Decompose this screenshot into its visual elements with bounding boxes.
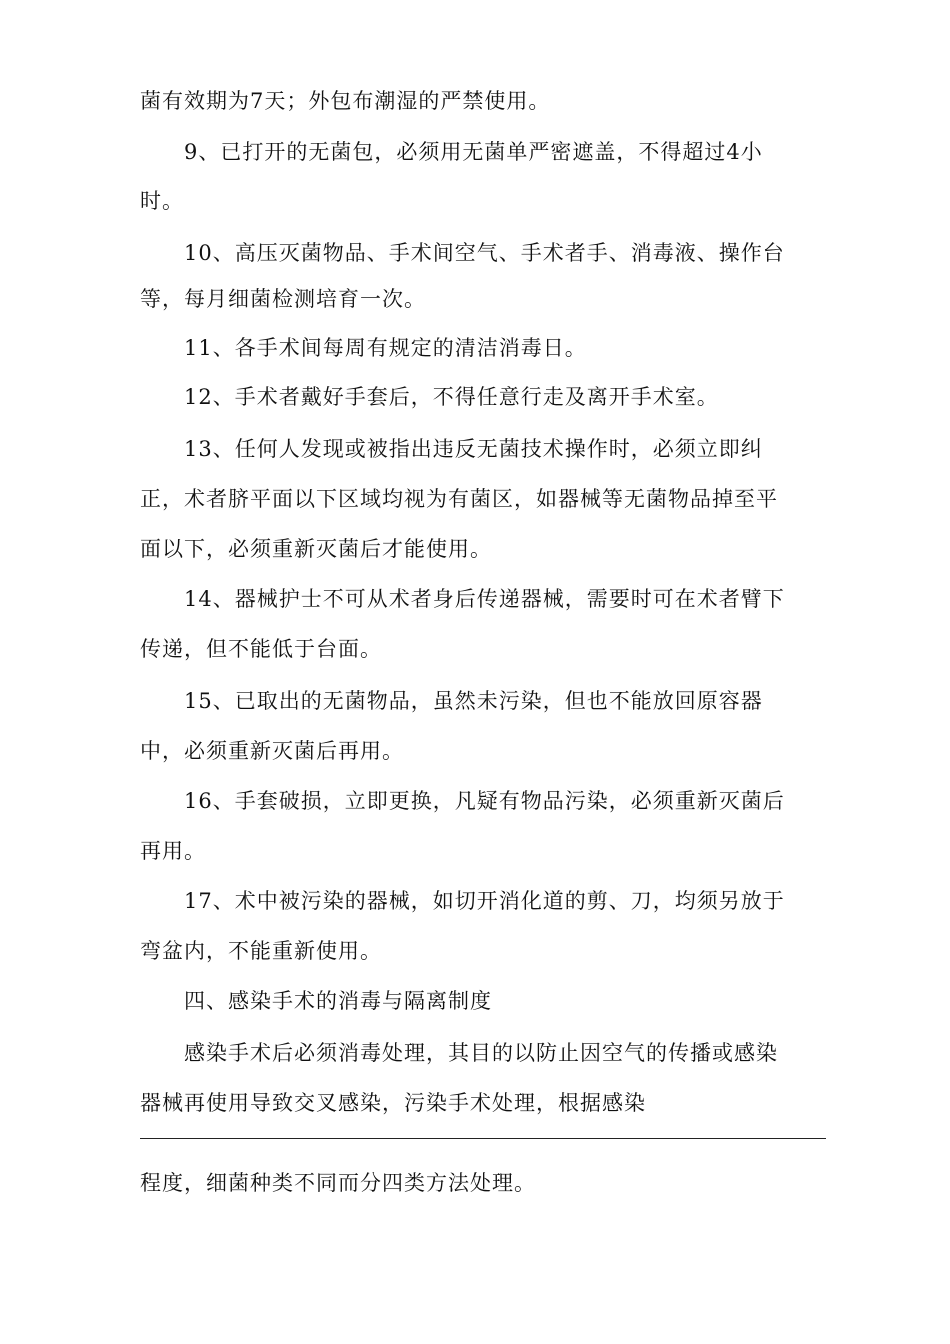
- text-line-10: 面以下，必须重新灭菌后才能使用。: [140, 537, 492, 561]
- text-line-21: 器械再使用导致交叉感染，污染手术处理，根据感染: [140, 1091, 646, 1115]
- section-divider: [140, 1138, 826, 1139]
- text-line-11: 14、器械护士不可从术者身后传递器械，需要时可在术者臂下: [140, 587, 785, 611]
- text-line-20: 感染手术后必须消毒处理，其目的以防止因空气的传播或感染: [140, 1041, 778, 1065]
- text-line-13: 15、已取出的无菌物品，虽然未污染，但也不能放回原容器: [140, 689, 763, 713]
- text-line-18: 弯盆内，不能重新使用。: [140, 939, 382, 963]
- text-line-19: 四、感染手术的消毒与隔离制度: [140, 989, 492, 1013]
- text-line-6: 11、各手术间每周有规定的清洁消毒日。: [140, 336, 587, 360]
- text-line-16: 再用。: [140, 839, 206, 863]
- text-line-22: 程度，细菌种类不同而分四类方法处理。: [140, 1171, 536, 1195]
- text-line-3: 时。: [140, 189, 184, 213]
- text-line-2: 9、已打开的无菌包，必须用无菌单严密遮盖，不得超过4小: [140, 140, 763, 164]
- text-line-17: 17、术中被污染的器械，如切开消化道的剪、刀，均须另放于: [140, 889, 785, 913]
- text-line-9: 正，术者脐平面以下区域均视为有菌区，如器械等无菌物品掉至平: [140, 487, 778, 511]
- text-line-15: 16、手套破损，立即更换，凡疑有物品污染，必须重新灭菌后: [140, 789, 785, 813]
- text-line-8: 13、任何人发现或被指出违反无菌技术操作时，必须立即纠: [140, 437, 763, 461]
- text-line-4: 10、高压灭菌物品、手术间空气、手术者手、消毒液、操作台: [140, 241, 785, 265]
- text-line-1: 菌有效期为7天；外包布潮湿的严禁使用。: [140, 89, 551, 113]
- text-line-7: 12、手术者戴好手套后，不得任意行走及离开手术室。: [140, 385, 719, 409]
- text-line-5: 等，每月细菌检测培育一次。: [140, 287, 426, 311]
- text-line-12: 传递，但不能低于台面。: [140, 637, 382, 661]
- text-line-14: 中，必须重新灭菌后再用。: [140, 739, 404, 763]
